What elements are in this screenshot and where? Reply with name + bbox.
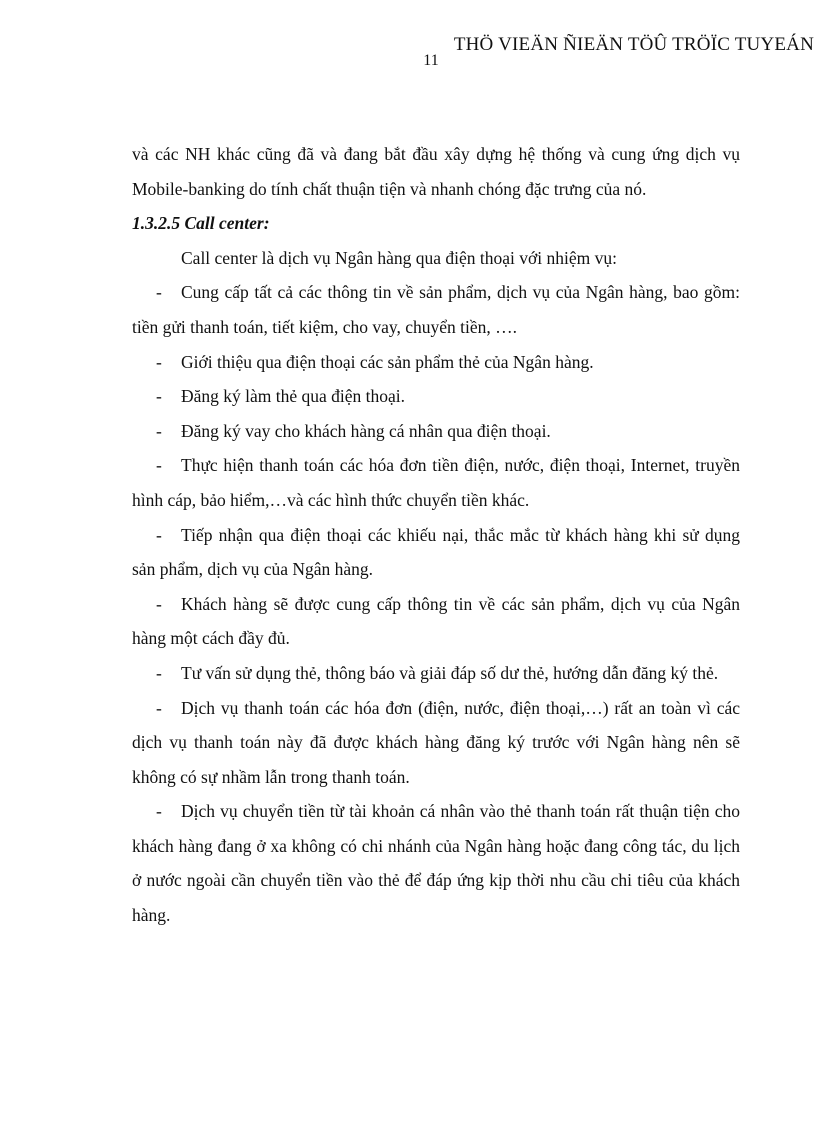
bullet-item <box>132 518 740 587</box>
bullet-item <box>132 414 740 449</box>
bullet-dash: - <box>156 386 162 407</box>
bullet-text: Khách hàng sẽ được cung cấp thông tin về các sản phẩm, dịch vụ của Ngân hàng một cách đầy đủ. <box>132 593 740 649</box>
bullet-dash: - <box>156 420 162 441</box>
bullet-dash: - <box>156 524 162 545</box>
bullet-text: Cung cấp tất cả các thông tin về sản phẩm, dịch vụ của Ngân hàng, bao gồm: tiền gửi thanh toán, tiết kiệm, cho vay, chuyển tiền, …. <box>132 282 740 337</box>
header-watermark: THÖ VIEÄN ÑIEÄN TÖÛ TRÖÏC TUYEÁN <box>453 34 814 55</box>
section-heading: 1.3.2.5 Call center: <box>132 213 270 234</box>
bullet-dash: - <box>156 351 162 372</box>
bullet-item <box>132 345 740 380</box>
bullet-item <box>132 587 740 656</box>
bullet-item <box>132 448 740 517</box>
bullet-item <box>132 656 740 691</box>
body-text <box>132 137 740 933</box>
bullet-text: Tư vấn sử dụng thẻ, thông báo và giải đáp số dư thẻ, hướng dẫn đăng ký thẻ. <box>181 662 719 683</box>
lead-paragraph: Call center là dịch vụ Ngân hàng qua điện thoại với nhiệm vụ: <box>181 247 617 268</box>
bullet-dash: - <box>156 801 162 822</box>
bullet-dash: - <box>156 593 162 614</box>
bullet-dash: - <box>156 282 162 303</box>
bullet-dash: - <box>156 662 162 683</box>
bullet-text: Thực hiện thanh toán các hóa đơn tiền điện, nước, điện thoại, Internet, truyền hình cáp, bảo hiểm,…và các hình thức chuyển tiền khác. <box>132 455 740 510</box>
intro-paragraph: và các NH khác cũng đã và đang bắt đầu xây dựng hệ thống và cung ứng dịch vụ Mobile-banking do tính chất thuận tiện và nhanh chóng đặc trưng của nó. <box>132 144 740 199</box>
bullet-text: Tiếp nhận qua điện thoại các khiếu nại, thắc mắc từ khách hàng khi sử dụng sản phẩm, dịch vụ của Ngân hàng. <box>132 524 740 580</box>
bullet-text: Đăng ký vay cho khách hàng cá nhân qua điện thoại. <box>181 420 551 441</box>
bullet-item <box>132 794 740 932</box>
bullet-dash: - <box>156 455 162 476</box>
bullet-text: Dịch vụ chuyển tiền từ tài khoản cá nhân vào thẻ thanh toán rất thuận tiện cho khách hàng đang ở xa không có chi nhánh của Ngân hàng hoặc đang công tác, du lịch ở nước ngoài cần chuyển tiền vào thẻ để đáp ứng kịp thời nhu cầu chi tiêu của khách hàng. <box>132 801 740 926</box>
bullet-text: Đăng ký làm thẻ qua điện thoại. <box>181 386 406 407</box>
bullet-item <box>132 275 740 344</box>
bullet-item <box>132 379 740 414</box>
bullet-text: Giới thiệu qua điện thoại các sản phẩm thẻ của Ngân hàng. <box>181 351 594 372</box>
bullet-item <box>132 691 740 795</box>
bullet-text: Dịch vụ thanh toán các hóa đơn (điện, nước, điện thoại,…) rất an toàn vì các dịch vụ thanh toán này đã được khách hàng đăng ký trước với Ngân hàng nên sẽ không có sự nhầm lẫn trong thanh toán. <box>132 697 740 787</box>
page-number: 11 <box>423 52 439 69</box>
bullet-dash: - <box>156 697 162 718</box>
